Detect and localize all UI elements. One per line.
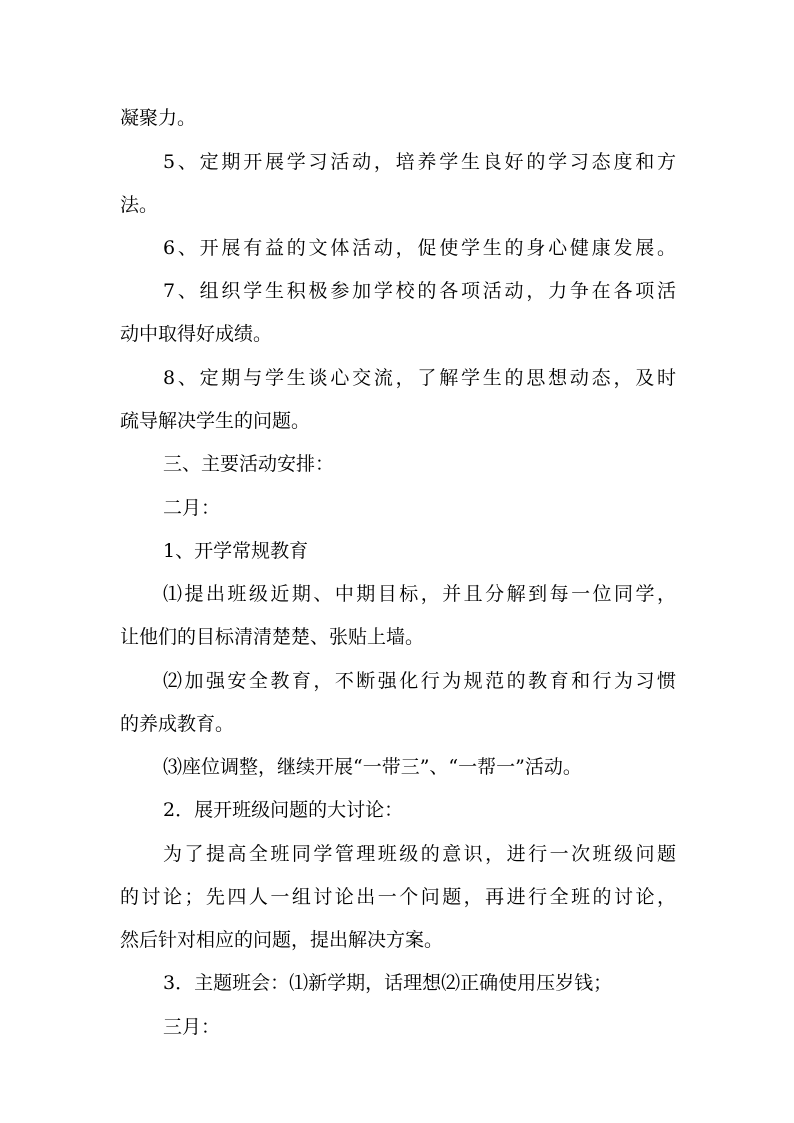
text-line: 的讨论；先四人一组讨论出一个问题，再进行全班的讨论，: [120, 886, 676, 908]
text-line: 法。: [120, 194, 159, 216]
text-line: 为了提高全班同学管理班级的意识，进行一次班级问题: [163, 843, 676, 865]
text-line: 让他们的目标清清楚楚、张贴上墙。: [120, 626, 425, 648]
text-line: 动中取得好成绩。: [120, 323, 273, 345]
section-heading: 三、主要活动安排：: [163, 453, 335, 475]
text-line: 7、组织学生积极参加学校的各项活动，力争在各项活: [163, 280, 676, 302]
month-heading: 三月：: [163, 1016, 221, 1038]
text-line: 5、定期开展学习活动，培养学生良好的学习态度和方: [163, 151, 676, 173]
text-line: 6、开展有益的文体活动，促使学生的身心健康发展。: [163, 237, 676, 259]
text-line: 3．主题班会：⑴新学期，话理想⑵正确使用压岁钱；: [163, 972, 613, 994]
text-line: ⑶座位调整，继续开展“一带三”、“一帮一”活动。: [163, 756, 582, 778]
month-heading: 二月：: [163, 497, 221, 519]
text-line: 疏导解决学生的问题。: [120, 410, 311, 432]
text-line: 凝聚力。: [120, 107, 197, 129]
text-line: 8、定期与学生谈心交流，了解学生的思想动态，及时: [163, 367, 676, 389]
text-line: 的养成教育。: [120, 713, 235, 735]
text-line: 1、开学常规教育: [163, 540, 309, 562]
text-line: 2．展开班级问题的大讨论：: [163, 799, 404, 821]
text-line: 然后针对相应的问题，提出解决方案。: [120, 929, 444, 951]
text-line: ⑵加强安全教育，不断强化行为规范的教育和行为习惯: [163, 670, 676, 692]
text-line: ⑴提出班级近期、中期目标，并且分解到每一位同学，: [163, 583, 676, 605]
